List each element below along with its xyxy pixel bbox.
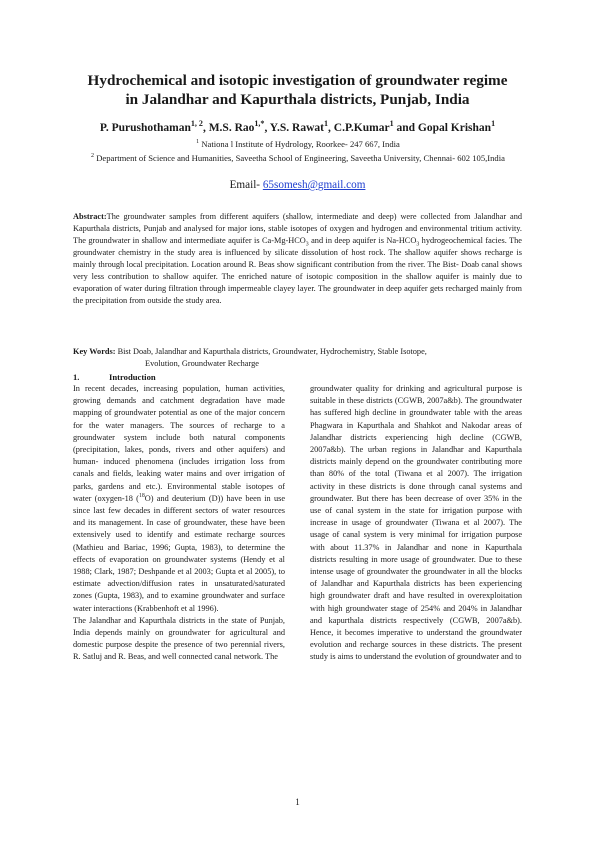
abstract-sub-1: 3: [305, 241, 309, 248]
keywords-text-1: Bist Doab, Jalandhar and Kapurthala districts, Groundwater, Hydrochemistry, Stable Isotope,: [115, 347, 427, 356]
author-2: , M.S. Rao: [202, 122, 255, 134]
left-p1-text-a: In recent decades, increasing population, human activities, growing demands and catchment degradation have made mapping of groundwater potential as one of the major concern for the water managers. The sources of recharge to a groundwater system include both natural components (precipitation, lakes, ponds, rivers and other aquifers) and human- induced phenomena (includes irrigation loss from canals and fields, leaking water mains and over irrigation of parks, gardens and etc.). Environmental stable isotopes of water (oxygen-18 (: [73, 384, 285, 503]
abstract-label: Abstract:: [73, 212, 107, 221]
paper-title: [60, 71, 535, 109]
right-column: [310, 383, 522, 664]
author-5: and Gopal Krishan: [393, 122, 492, 134]
keywords-text-2: Evolution, Groundwater Recharge: [145, 359, 259, 368]
author-1: P. Purushothaman: [99, 122, 191, 134]
left-paragraph-2: The Jalandhar and Kapurthala districts in the state of Punjab, India depends mainly on groundwater for agricultural and domestic purpose despite the presence of two perennial rivers, R. Satluj and R. Beas, and well connected canal network. The: [73, 615, 285, 662]
title-line-1: Hydrochemical and isotopic investigation of groundwater regime: [87, 72, 508, 89]
keywords: [73, 346, 522, 370]
author-4-affil: 1: [389, 119, 394, 129]
author-5-affil: 1: [491, 119, 496, 129]
affiliation-2-marker: 2: [91, 153, 95, 160]
author-4: , C.P.Kumar: [328, 122, 390, 134]
author-3: , Y.S. Rawat: [264, 122, 324, 134]
left-p1-text-b: O) and deuterium (D)) have been in use since last few decades in different sectors of water resources and its management. In case of groundwater, these have been extensively used to identify and estimate recharge sources (Mathieu and Bariac, 1996; Gupta, 1983), to determine the effects of evaporation on groundwater systems (Hendy et al 1988; Clark, 1987; Deshpande et al 2003; Gupta et al 2005), to estimate advection/diffusion rates in unsaturated/saturated zones (Gupta, 1983), and to examine groundwater and surface water interactions (Krabbenhoft et al 1996).: [73, 493, 285, 613]
affiliation-1: [68, 139, 528, 150]
abstract-text-3: hydrogeochemical facies. The groundwater chemistry in the study area is influenced by silicate dissolution of host rock. The shallow aquifer shows recharge is mainly through local precipitation. Location around R. Beas show significant contribution from the river. The Bist- Doab canal shows very less contribution to shallow aquifer. The enriched nature of isotopic composition in the shallow aquifer is mainly due to evaporation of water during filtration through impermeable clayey layer. The groundwater in deep aquifer gets recharged mainly from the precipitation from outside the study area.: [73, 236, 522, 305]
section-title: Introduction: [109, 372, 156, 382]
contact-email: [0, 178, 595, 192]
abstract-text-1: The groundwater samples from different aquifers (shallow, intermediate and deep) were collected from Jalandhar and Kapurthala districts, Punjab and analysed for major ions, stable isotopes of oxygen and hydrogen and environmental tritium activity. The groundwater in shallow and intermediate aquifer is Ca-Mg-HCO: [73, 212, 522, 245]
affiliation-2-text: Department of Science and Humanities, Saveetha School of Engineering, Saveetha University, Chennai- 602 105,India: [94, 153, 505, 163]
left-column: [73, 383, 285, 664]
email-label: Email-: [229, 179, 263, 191]
affiliation-1-marker: 1: [196, 139, 200, 146]
abstract-text-2: and in deep aquifer is Na-HCO: [308, 236, 417, 245]
abstract-sub-2: 3: [416, 241, 420, 248]
left-p1-sup: 18: [138, 493, 145, 500]
affiliation-2: [68, 153, 528, 164]
author-2-affil: 1,*: [254, 119, 265, 129]
keywords-line-1: [73, 346, 522, 358]
section-heading: [73, 371, 156, 383]
keywords-label: Key Words:: [73, 347, 116, 356]
left-paragraph-1: [73, 383, 285, 615]
author-1-affil: 1, 2: [190, 119, 203, 129]
section-number: 1.: [73, 372, 80, 382]
author-list: [40, 121, 555, 136]
affiliation-1-text: Nationa l Institute of Hydrology, Roorkee- 247 667, India: [199, 139, 400, 149]
abstract: [73, 211, 522, 307]
author-3-affil: 1: [323, 119, 329, 129]
title-line-2: in Jalandhar and Kapurthala districts, Punjab, India: [125, 91, 470, 108]
right-paragraph-1: groundwater quality for drinking and agricultural purpose is suitable in these districts (CGWB, 2007a&b). The groundwater has suffered high decline in groundwater table with the areas Phagwara in Kapurthala and Shahkot and Nakodar areas of Jalandhar districts experiencing high decline (CGWB, 2007a&b). The urban regions in Jalandhar and Kapurthala districts mainly depend on the groundwater contributing more than 80% of the total (Tiwana et al 2007). The irrigation activity in these districts is done through canal systems and groundwater. But there has been decrease of over 35% in the use of canal system in the state for irrigation purpose with increase in usage of groundwater (Tiwana et al 2007). The usage of canal system is very minimal for irrigation purpose with about 11.37% in Jalandhar and none in Kapurthala districts resulting in more usage of groundwater. Due to these intense usage of groundwater the groundwater in all the blocks of Jalandhar and Kapurthala districts has been experiencing high groundwater draft and have resulted in overexploitation with high groundwater stage of 254% and 204% in Jalandhar and kapurthala districts respectively (CGWB, 2007a&b). Hence, it becomes imperative to understand the groundwater evolution and recharge sources in these districts. The present study is aims to understand the evolution of groundwater and to: [310, 384, 522, 662]
page-number: 1: [295, 797, 300, 807]
email-link[interactable]: 65somesh@gmail.com: [262, 179, 366, 191]
